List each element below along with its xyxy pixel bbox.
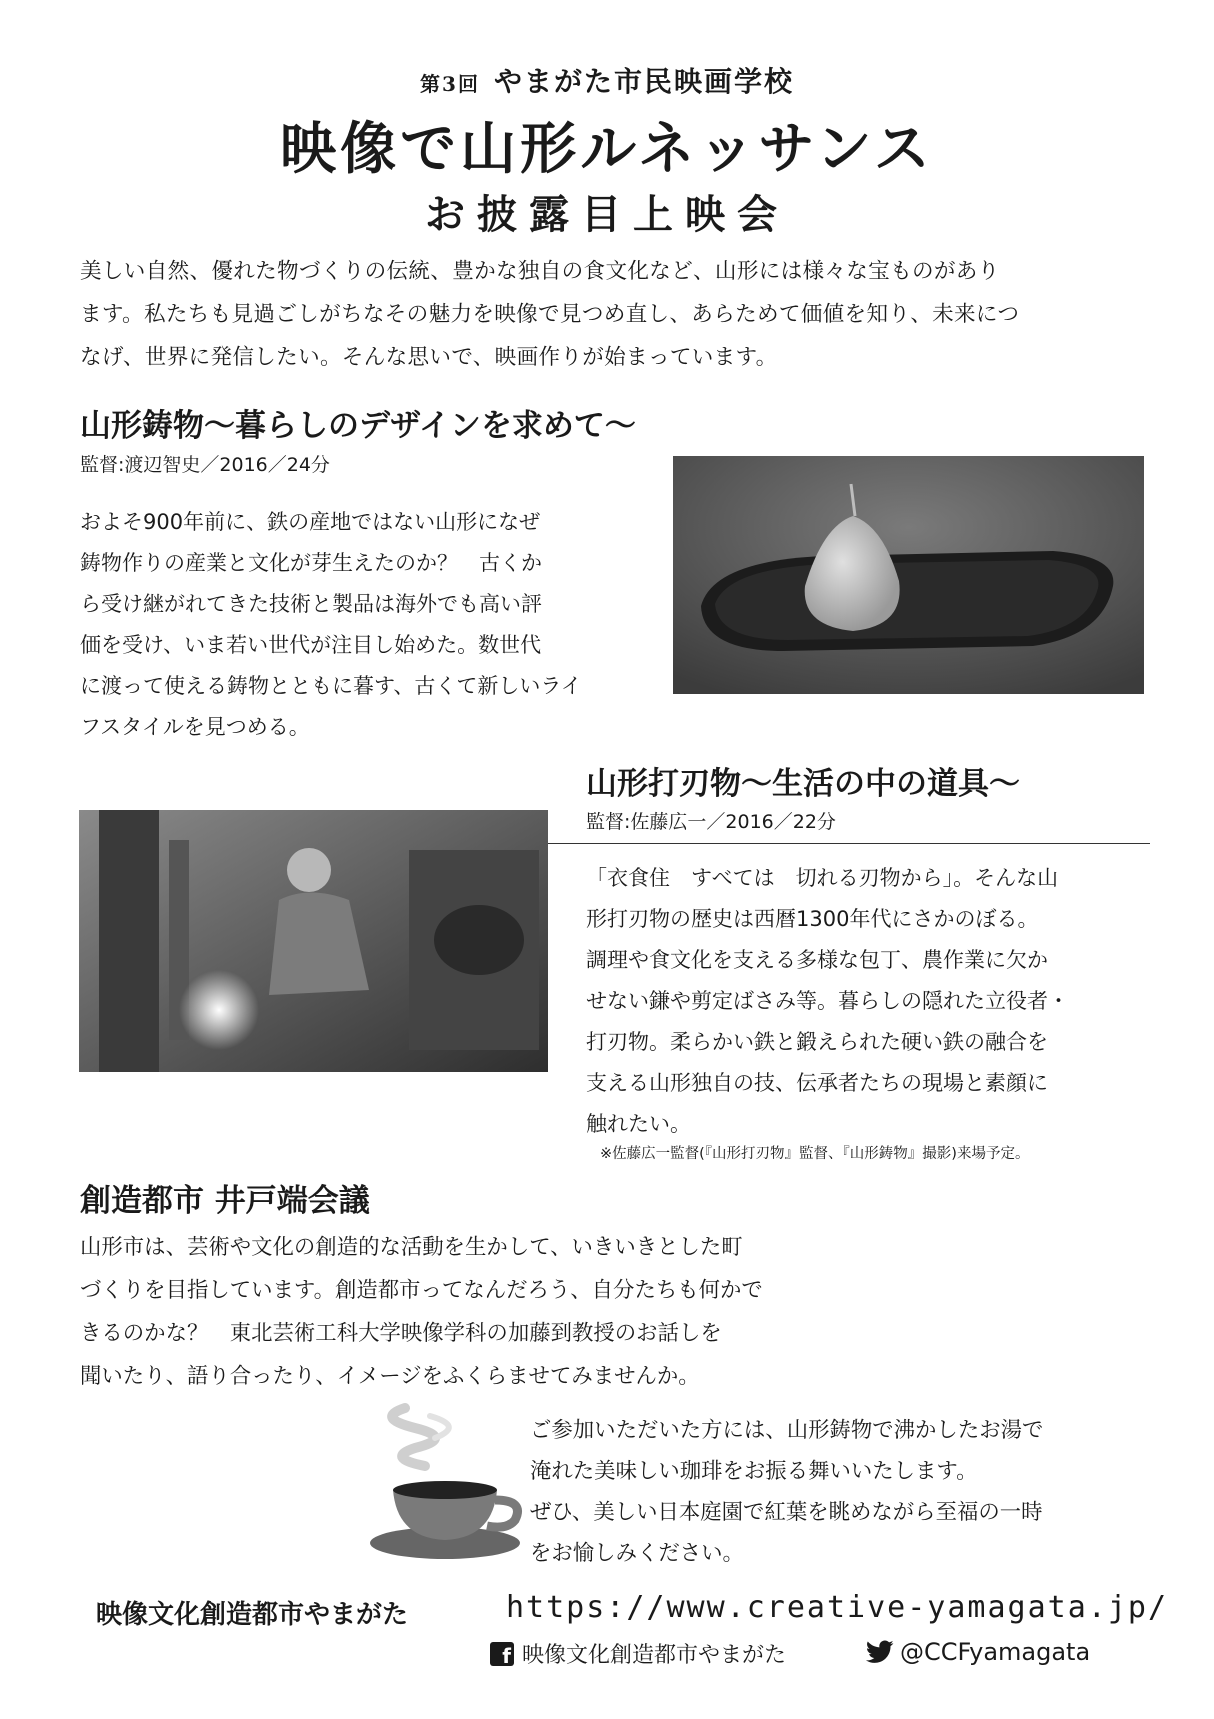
edition-number: 第3回 xyxy=(420,72,480,96)
film2-line: 打刃物。柔らかい鉄と鍛えられた硬い鉄の融合を xyxy=(586,1030,1048,1054)
film2-line: せない鎌や剪定ばさみ等。暮らしの隠れた立役者・ xyxy=(586,989,1069,1013)
film2-line: 調理や食文化を支える多様な包丁、農作業に欠か xyxy=(586,948,1048,972)
film1-line: 鋳物作りの産業と文化が芽生えたのか？ 古くか xyxy=(80,551,542,575)
section3-line: づくりを目指しています。創造都市ってなんだろう、自分たちも何かで xyxy=(80,1278,763,1303)
film1-title: 山形鋳物〜暮らしのデザインを求めて〜 xyxy=(80,408,636,444)
intro-paragraph xyxy=(80,250,1140,379)
film1-description xyxy=(80,502,650,748)
twitter-link[interactable] xyxy=(866,1638,1090,1666)
film2-description xyxy=(586,858,1151,1145)
film1-line: およそ900年前に、鉄の産地ではない山形になぜ xyxy=(80,510,541,534)
school-header xyxy=(0,60,1214,100)
film1-line: 価を受け、いま若い世代が注目し始めた。数世代 xyxy=(80,633,542,657)
intro-line: なげ、世界に発信したい。そんな思いで、映画作りが始まっています。 xyxy=(80,345,778,370)
film2-line: 形打刃物の歴史は西暦1300年代にさかのぼる。 xyxy=(586,907,1039,931)
facebook-icon: f xyxy=(490,1642,514,1666)
section3-title: 創造都市 井戸端会議 xyxy=(80,1183,370,1219)
facebook-link[interactable] xyxy=(490,1638,786,1669)
section3-line: きるのかな？ 東北芸術工科大学映像学科の加藤到教授のお話しを xyxy=(80,1321,722,1346)
coffee-line: ぜひ、美しい日本庭園で紅葉を眺めながら至福の一時 xyxy=(530,1500,1043,1525)
twitter-icon xyxy=(866,1640,894,1664)
coffee-description xyxy=(530,1410,1170,1574)
film1-line: に渡って使える鋳物とともに暮す、古くて新しいライ xyxy=(80,674,582,698)
organizer-name: 映像文化創造都市やまがた xyxy=(96,1600,409,1630)
intro-line: ます。私たちも見過ごしがちなその魅力を映像で見つめ直し、あらためて価値を知り、未来につ xyxy=(80,302,1020,327)
coffee-line: 淹れた美味しい珈琲をお振る舞いいたします。 xyxy=(530,1459,978,1484)
section3-line: 聞いたり、語り合ったり、イメージをふくらませてみませんか。 xyxy=(80,1364,700,1389)
event-title: 映像で山形ルネッサンス xyxy=(280,116,934,182)
divider xyxy=(548,843,1150,844)
section3-description xyxy=(80,1226,890,1398)
website-link[interactable]: https://www.creative-yamagata.jp/ xyxy=(506,1590,1169,1625)
coffee-cup-icon xyxy=(365,1398,525,1563)
film2-director: 監督:佐藤広一／2016／22分 xyxy=(586,811,836,833)
film1-line: ら受け継がれてきた技術と製品は海外でも高い評 xyxy=(80,592,542,616)
coffee-line: ご参加いただいた方には、山形鋳物で沸かしたお湯で xyxy=(530,1418,1044,1443)
intro-line: 美しい自然、優れた物づくりの伝統、豊かな独自の食文化など、山形には様々な宝ものがあり xyxy=(80,259,1000,284)
twitter-handle: @CCFyamagata xyxy=(900,1638,1091,1666)
event-subtitle: お披露目上映会 xyxy=(425,191,789,238)
section3-line: 山形市は、芸術や文化の創造的な活動を生かして、いきいきとした町 xyxy=(80,1235,743,1260)
film1-director: 監督:渡辺智史／2016／24分 xyxy=(80,454,330,476)
facebook-name: 映像文化創造都市やまがた xyxy=(522,1643,787,1668)
school-name: やまがた市民映画学校 xyxy=(493,65,794,98)
blacksmith-photo xyxy=(79,810,548,1072)
film2-line: 「衣食住 すべては 切れる刃物から」。そんな山 xyxy=(586,866,1059,890)
film2-line: 触れたい。 xyxy=(586,1112,691,1136)
film1-line: フスタイルを見つめる。 xyxy=(80,715,310,739)
film2-note: ※佐藤広一監督(『山形打刃物』監督、『山形鋳物』撮影)来場予定。 xyxy=(600,1146,1030,1162)
film2-title: 山形打刃物〜生活の中の道具〜 xyxy=(586,766,1020,802)
coffee-line: をお愉しみください。 xyxy=(530,1541,744,1566)
film2-line: 支える山形独自の技、伝承者たちの現場と素顔に xyxy=(586,1071,1048,1095)
iron-plate-pear-photo xyxy=(673,456,1144,694)
